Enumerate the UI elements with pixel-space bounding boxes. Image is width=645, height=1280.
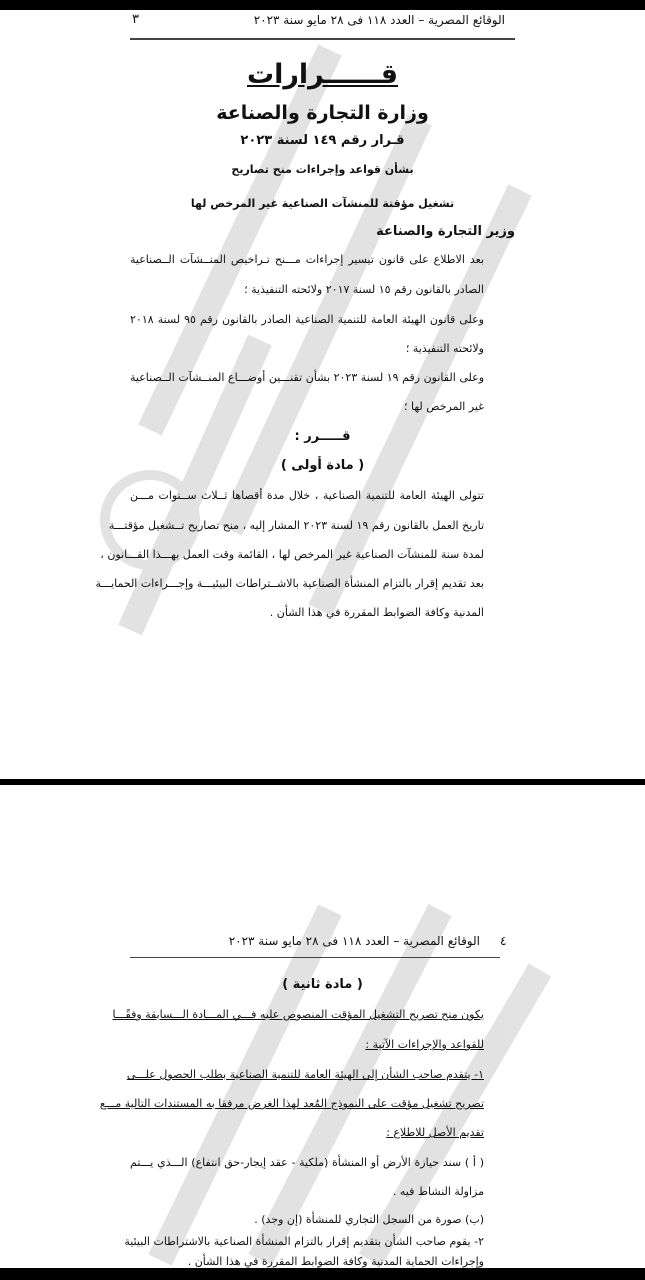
- article1-line: المدنية وكافة الضوابط المقررة في هذا الشأن .: [269, 606, 484, 619]
- article2-title: ( مادة ثانية ): [282, 977, 363, 992]
- page2-number: ٤: [500, 934, 507, 948]
- article2-line: (ب) صورة من السجل التجاري للمنشأة (إن وجد) .: [254, 1213, 484, 1226]
- article1-line: تتولى الهيئة العامة للتنمية الصناعية ، خلال مدة أقصاها ثــلاث ســنوات مـــن: [130, 489, 484, 502]
- article1-title: ( مادة أولى ): [280, 458, 365, 473]
- article2-line: وإجراءات الحماية المدنية وكافة الضوابط المقررة في هذا الشأن .: [187, 1255, 484, 1268]
- ministry-title: وزارة التجارة والصناعة: [216, 102, 429, 124]
- section-title: قــــــرارات: [246, 59, 399, 90]
- article2-line: ١- يتقدم صاحب الشأن إلى الهيئة العامة للتنمية الصناعية بطلب الحصول علـــى: [126, 1068, 484, 1081]
- preamble-line: غير المرخص لها ؛: [403, 400, 484, 413]
- article2-line: ٢- يقوم صاحب الشأن بتقديم إقرار بالتزام المنشأة الصناعية بالاشتراطات البيئية: [124, 1235, 484, 1248]
- article1-line: تاريخ العمل بالقانون رقم ١٩ لسنة ٢٠٢٣ المشار إليه ، منح تصاريح تــشغيل مؤقتـــة: [108, 519, 484, 532]
- article2-line: تصريح تشغيل مؤقت على النموذج المُعد لهذا الغرض مرفقا به المستندات التالية مـــع: [99, 1097, 484, 1110]
- article2-line: ( أ ) سند حيازة الأرض أو المنشأة (ملكية - عقد إيجار-حق انتفاع) الـــذي يـــتم: [130, 1156, 484, 1169]
- decides-heading: قـــــرر :: [294, 429, 351, 444]
- article1-line: بعد تقديم إقرار بالتزام المنشأة الصناعية بالاشــتراطات البيئيـــة وإجـــراءات الحمايـــة: [95, 577, 484, 590]
- preamble-line: الصادر بالقانون رقم ١٥ لسنة ٢٠١٧ ولائحته التنفيذية ؛: [244, 283, 484, 296]
- decree-subject-2: تشغيل مؤقتة للمنشآت الصناعية غير المرخص لها: [190, 197, 455, 210]
- article2-line: للقواعد والإجراءات الآتية :: [365, 1038, 484, 1051]
- page1-number: ٣: [132, 12, 139, 27]
- article2-line: مزاولة النشاط فيه .: [392, 1185, 484, 1198]
- bottom-black-bar: [0, 1268, 645, 1280]
- preamble-line: وعلى قانون الهيئة العامة للتنمية الصناعية الصادر بالقانون رقم ٩٥ لسنة ٢٠١٨: [130, 313, 484, 326]
- page2-header-rule: [130, 957, 500, 958]
- article1-line: لمدة سنة للمنشآت الصناعية غير المرخص لها ، القائمة وقت العمل بهـــذا القـــانون ،: [100, 548, 484, 561]
- top-black-bar: [0, 0, 645, 10]
- article2-line: يكون منح تصريح التشغيل المؤقت المنصوص عليه فـــي المـــادة الـــسابقة وفقًـــا: [112, 1008, 484, 1021]
- preamble-line: بعد الاطلاع على قانون تيسير إجراءات مـــنح تـراخيص المنــشآت الــصناعية: [130, 253, 484, 266]
- page1-header-rule: [130, 38, 515, 40]
- decree-subject-1: بشأن قواعد وإجراءات منح تصاريح: [231, 163, 414, 176]
- decree-number: قـرار رقم ١٤٩ لسنة ٢٠٢٣: [240, 133, 405, 148]
- page-separator: [0, 779, 645, 785]
- page1-header: الوقائع المصرية – العدد ١١٨ فى ٢٨ مايو سنة ٢٠٢٣: [253, 13, 505, 27]
- preamble-line: وعلى القانون رقم ١٩ لسنة ٢٠٢٣ بشأن تقنـــين أوضـــاع المنــشآت الــصناعية: [130, 371, 485, 384]
- issuer: وزير التجارة والصناعة: [376, 224, 515, 239]
- page2-header: الوقائع المصرية – العدد ١١٨ فى ٢٨ مايو سنة ٢٠٢٣: [228, 934, 480, 948]
- preamble-line: ولائحته التنفيذية ؛: [405, 342, 484, 355]
- article2-line: تقديم الأصل للاطلاع :: [386, 1126, 484, 1139]
